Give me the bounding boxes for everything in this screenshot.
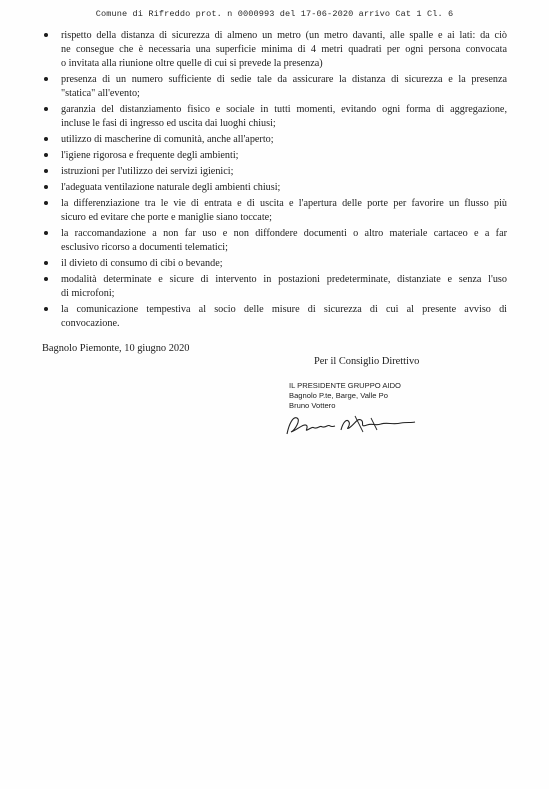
- handwritten-signature: [283, 412, 419, 438]
- list-item: [0, 103, 549, 131]
- list-item: [0, 73, 549, 101]
- list-item: [0, 227, 549, 255]
- list-item-line: modalità determinate e sicure di intervento in postazioni predeterminate, distanziate e senza l'uso: [61, 274, 507, 285]
- list-item-line: l'adeguata ventilazione naturale degli ambienti chiusi;: [61, 182, 281, 193]
- list-item-line: l'igiene rigorosa e frequente degli ambienti;: [61, 150, 239, 161]
- bullet-dot-icon: [44, 231, 48, 235]
- list-item-line: utilizzo di mascherine di comunità, anche all'aperto;: [61, 134, 274, 145]
- list-item: [0, 149, 549, 163]
- list-item-line: ne consegue che è necessaria una superficie minima di 4 metri quadrati per ogni persona convocata: [61, 44, 507, 55]
- list-item-line: "statica" all'evento;: [61, 88, 140, 99]
- list-item-line: rispetto della distanza di sicurezza di almeno un metro (un metro davanti, alle spalle e ai lati: da ciò: [61, 30, 507, 41]
- list-item-line: convocazione.: [61, 318, 120, 329]
- bullet-dot-icon: [44, 137, 48, 141]
- list-item: [0, 133, 549, 147]
- list-item: [0, 165, 549, 179]
- bullet-dot-icon: [44, 107, 48, 111]
- stamp-line-location: Bagnolo P.te, Barge, Valle Po: [289, 391, 388, 400]
- list-item: [0, 257, 549, 271]
- list-item: [0, 303, 549, 331]
- list-item-line: sicuro ed evitare che porte e maniglie siano toccate;: [61, 212, 273, 223]
- list-item-line: di microfoni;: [61, 288, 115, 299]
- bullet-dot-icon: [44, 153, 48, 157]
- list-item-line: istruzioni per l'utilizzo dei servizi igienici;: [61, 166, 234, 177]
- protocol-header: Comune di Rifreddo prot. n 0000993 del 17-06-2020 arrivo Cat 1 Cl. 6: [95, 9, 454, 19]
- bullet-dot-icon: [44, 261, 48, 265]
- stamp-line-title: IL PRESIDENTE GRUPPO AIDO: [289, 381, 401, 390]
- bullet-dot-icon: [44, 201, 48, 205]
- stamp-line-name: Bruno Vottero: [289, 401, 336, 410]
- list-item-line: presenza di un numero sufficiente di sedie tale da assicurare la distanza di sicurezza e la presenza: [61, 74, 507, 85]
- list-item: [0, 181, 549, 195]
- list-item-line: garanzia del distanziamento fisico e sociale in tutti momenti, evitando ogni forma di aggregazione,: [61, 104, 507, 115]
- bullet-dot-icon: [44, 277, 48, 281]
- list-item-line: incluse le fasi di ingresso ed uscita dai luoghi chiusi;: [61, 118, 276, 129]
- council-signoff: Per il Consiglio Direttivo: [314, 356, 420, 367]
- list-item-line: la comunicazione tempestiva al socio delle misure di sicurezza di cui al presente avviso di: [61, 304, 507, 315]
- list-item-line: esclusivo ricorso a documenti telematici;: [61, 242, 228, 253]
- list-item: [0, 273, 549, 301]
- bullet-dot-icon: [44, 307, 48, 311]
- list-item-line: la raccomandazione a non far uso e non diffondere documenti o altro materiale cartaceo e a far: [61, 228, 507, 239]
- president-stamp: [289, 381, 401, 411]
- bullet-dot-icon: [44, 185, 48, 189]
- list-item: [0, 197, 549, 225]
- place-date: Bagnolo Piemonte, 10 giugno 2020: [42, 343, 190, 354]
- list-item-line: la differenziazione tra le vie di entrata e di uscita e l'apertura delle porte per favorire un flusso più: [61, 198, 507, 209]
- list-item-line: il divieto di consumo di cibi o bevande;: [61, 258, 223, 269]
- bullet-list: [0, 29, 549, 331]
- bullet-dot-icon: [44, 77, 48, 81]
- bullet-dot-icon: [44, 169, 48, 173]
- bullet-dot-icon: [44, 33, 48, 37]
- list-item-line: o invitata alla riunione oltre quelle di cui si prevede la presenza): [61, 58, 323, 69]
- list-item: [0, 29, 549, 71]
